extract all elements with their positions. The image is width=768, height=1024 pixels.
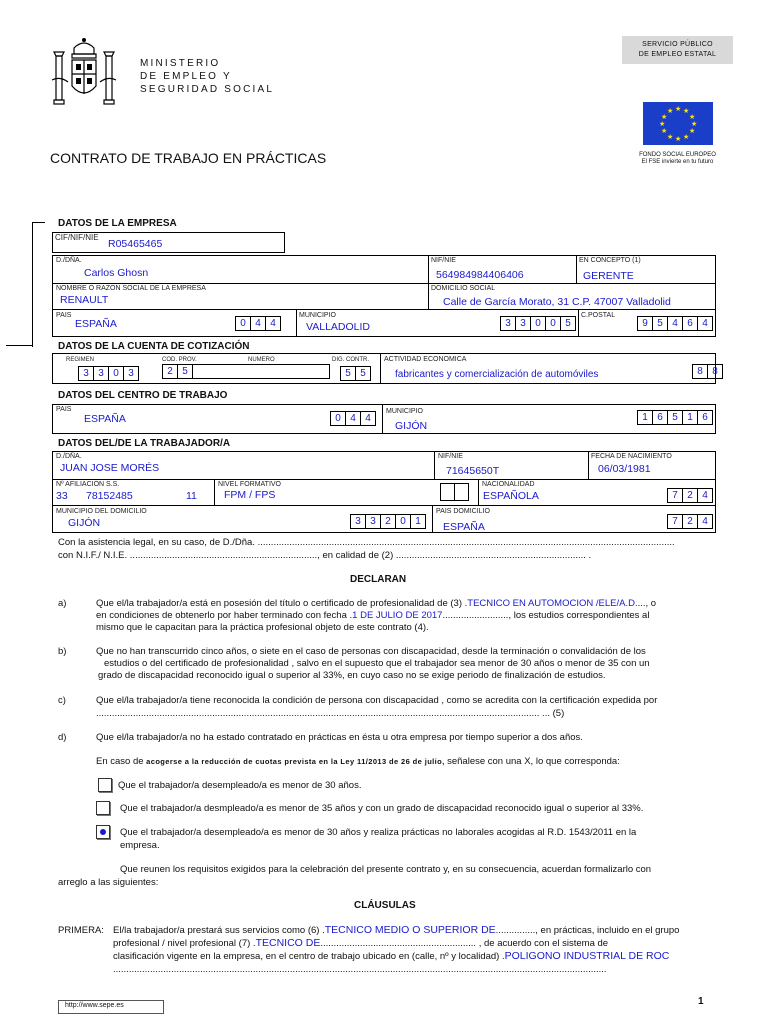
digit-cell: 4 bbox=[697, 488, 713, 503]
empresa-nif-value[interactable]: 564984984406406 bbox=[436, 269, 524, 281]
prov-label: COD. PROV. bbox=[162, 357, 197, 363]
domicilio-value[interactable]: Calle de García Morato, 31 C.P. 47007 Valladolid bbox=[443, 296, 671, 308]
digit-cell: 0 bbox=[108, 366, 124, 381]
clause-d-line-1: Que el/la trabajador/a no ha estado contratado en prácticas en ésta u otra empresa por tiempo superior a dos años. bbox=[96, 732, 583, 743]
digit-cell: 4 bbox=[667, 316, 683, 331]
dig-code[interactable] bbox=[340, 366, 370, 381]
numero-field[interactable] bbox=[190, 364, 330, 379]
centro-pais-value[interactable]: ESPAÑA bbox=[84, 413, 126, 425]
option-3-label-1: Que el trabajador/a desempleado/a es menor de 30 años y realiza prácticas no laborales acogidas al R.D. 1543/2011 en la bbox=[120, 827, 637, 838]
digit-cell: 1 bbox=[637, 410, 653, 425]
sepe-badge: SERVICIO PÚBLICO DE EMPLEO ESTATAL bbox=[622, 36, 733, 64]
mun-domicilio-code[interactable] bbox=[350, 514, 425, 529]
clause-a-line-1: Que el/la trabajador/a está en posesión del título o certificado de profesionalidad de (3) .TECNICO EN AUTOMOCION /ELE/A.D...., o bbox=[96, 598, 657, 609]
actividad-value[interactable]: fabricantes y comercialización de automóviles bbox=[395, 369, 599, 380]
afiliacion-dig[interactable]: 11 bbox=[186, 490, 197, 502]
fecha-terminacion-value[interactable]: 1 DE JULIO DE 2017 bbox=[352, 610, 443, 621]
pais-code[interactable] bbox=[235, 316, 280, 331]
document-title: CONTRATO DE TRABAJO EN PRÁCTICAS bbox=[50, 150, 327, 166]
digit-cell: 1 bbox=[410, 514, 426, 529]
coat-of-arms-logo bbox=[50, 36, 118, 116]
digit-cell: 3 bbox=[350, 514, 366, 529]
empresa-dna-value[interactable]: Carlos Ghosn bbox=[84, 267, 149, 279]
nivel-value[interactable]: FPM / FPS bbox=[224, 489, 276, 501]
municipio-code[interactable] bbox=[500, 316, 575, 331]
trab-nif-label: NIF/NIE bbox=[438, 453, 463, 460]
nacimiento-value[interactable]: 06/03/1981 bbox=[598, 463, 651, 475]
concepto-value[interactable]: GERENTE bbox=[583, 270, 634, 282]
reunen-line-1: Que reunen los requisitos exigidos para la celebración del presente contrato y, en su consecuencia, acuerdan formalizarlo con bbox=[120, 864, 652, 875]
grupo-profesional-value[interactable]: TECNICO DE bbox=[255, 937, 321, 949]
centro-municipio-code[interactable] bbox=[637, 410, 712, 425]
municipio-label: MUNICIPIO bbox=[299, 312, 336, 319]
digit-cell: 6 bbox=[652, 410, 668, 425]
digit-cell: 3 bbox=[365, 514, 381, 529]
empresa-heading: DATOS DE LA EMPRESA bbox=[58, 218, 177, 229]
cotizacion-heading: DATOS DE LA CUENTA DE COTIZACIÓN bbox=[58, 341, 250, 352]
razon-value[interactable]: RENAULT bbox=[60, 294, 109, 306]
primera-label: PRIMERA: bbox=[58, 925, 104, 936]
pais-domicilio-value[interactable]: ESPAÑA bbox=[443, 521, 485, 533]
cif-field[interactable]: CIF/NIF/NIE R05465465 bbox=[52, 232, 285, 253]
clause-b-line-3: grado de discapacidad reconocido igual o superior al 33%, en cuyo caso no se exige periodo de finalización de estudios. bbox=[98, 670, 606, 681]
nivel-label: NIVEL FORMATIVO bbox=[218, 481, 282, 488]
digit-cell: 2 bbox=[682, 514, 698, 529]
digit-cell bbox=[440, 483, 455, 501]
digit-cell: 6 bbox=[682, 316, 698, 331]
afiliacion-prov[interactable]: 33 bbox=[56, 490, 68, 502]
nacionalidad-value[interactable]: ESPAÑOLA bbox=[483, 490, 539, 502]
option-2-label: Que el trabajador/a desmpleado/a es menor de 35 años y con un grado de discapacidad reconocido igual o superior al 33%. bbox=[120, 803, 644, 814]
digit-cell: 3 bbox=[78, 366, 94, 381]
option-2-checkbox[interactable] bbox=[96, 801, 110, 815]
clause-c-line-1: Que el/la trabajador/a tiene reconocida la condición de persona con discapacidad , como se acredita con la certificación expedida por bbox=[96, 695, 658, 706]
digit-cell: 3 bbox=[515, 316, 531, 331]
afiliacion-label: Nº AFILIACIÓN S.S. bbox=[56, 481, 120, 488]
digit-cell: 4 bbox=[265, 316, 281, 331]
digit-cell: 9 bbox=[637, 316, 653, 331]
clause-a-line-2: en condiciones de obtenerlo por haber terminado con fecha .1 DE JULIO DE 2017........................., los estudios correspondientes al bbox=[96, 610, 650, 621]
razon-label: NOMBRE O RAZÓN SOCIAL DE LA EMPRESA bbox=[56, 285, 206, 292]
digit-cell: 4 bbox=[345, 411, 361, 426]
numero-label: NUMERO bbox=[248, 357, 275, 363]
pais-domicilio-code[interactable] bbox=[667, 514, 712, 529]
digit-cell: 4 bbox=[697, 316, 713, 331]
centro-pais-code[interactable] bbox=[330, 411, 375, 426]
cp-label: C.POSTAL bbox=[581, 312, 616, 319]
clausulas-heading: CLÁUSULAS bbox=[354, 900, 416, 911]
trab-nif-value[interactable]: 71645650T bbox=[446, 465, 500, 477]
pais-domicilio-label: PAIS DOMICILIO bbox=[436, 508, 490, 515]
actividad-code[interactable] bbox=[692, 364, 722, 379]
digit-cell: 0 bbox=[330, 411, 346, 426]
section-bracket bbox=[32, 222, 45, 347]
digit-cell: 5 bbox=[177, 364, 193, 379]
servicios-value[interactable]: TECNICO MEDIO O SUPERIOR DE bbox=[324, 924, 496, 936]
clause-c-letter: c) bbox=[58, 695, 66, 706]
pais-value[interactable]: ESPAÑA bbox=[75, 318, 117, 330]
asistencia-line-1: Con la asistencia legal, en su caso, de D./Dña. .............................................................................................................................................................. bbox=[58, 537, 675, 548]
digit-cell: 6 bbox=[697, 410, 713, 425]
option-1-checkbox[interactable] bbox=[98, 778, 112, 792]
ministry-name: MINISTERIO DE EMPLEO Y SEGURIDAD SOCIAL bbox=[140, 58, 275, 95]
clause-a-letter: a) bbox=[58, 598, 67, 609]
mun-domicilio-label: MUNICIPIO DEL DOMICILIO bbox=[56, 508, 147, 515]
clause-b-line-1: Que no han transcurrido cinco años, o siete en el caso de personas con discapacidad, desde la terminación o convalidación de los bbox=[96, 646, 646, 657]
digit-cell: 4 bbox=[697, 514, 713, 529]
concepto-label: EN CONCEPTO (1) bbox=[579, 257, 641, 264]
digit-cell: 2 bbox=[380, 514, 396, 529]
mun-domicilio-value[interactable]: GIJÓN bbox=[68, 517, 101, 529]
clause-d-letter: d) bbox=[58, 732, 67, 743]
regimen-code[interactable] bbox=[78, 366, 138, 381]
digit-cell: 0 bbox=[530, 316, 546, 331]
digit-cell: 3 bbox=[123, 366, 139, 381]
titulo-value[interactable]: TECNICO EN AUTOMOCION /ELE/A.D. bbox=[467, 598, 638, 609]
trab-dna-value[interactable]: JUAN JOSE MORÉS bbox=[60, 462, 160, 474]
digit-cell: 1 bbox=[682, 410, 698, 425]
centro-municipio-value[interactable]: GIJÓN bbox=[395, 420, 428, 432]
digit-cell: 2 bbox=[162, 364, 178, 379]
clause-d-line-2: En caso de acogerse a la reducción de cuotas prevista en la Ley 11/2013 de 26 de julio, señalese con una X, lo que corresponda: bbox=[96, 756, 620, 767]
digit-cell bbox=[454, 483, 469, 501]
centro-heading: DATOS DEL CENTRO DE TRABAJO bbox=[58, 390, 228, 401]
digit-cell: 7 bbox=[667, 514, 683, 529]
nacimiento-label: FECHA DE NACIMIENTO bbox=[591, 453, 672, 460]
digit-cell: 4 bbox=[360, 411, 376, 426]
digit-cell: 4 bbox=[250, 316, 266, 331]
regimen-label: REGIMEN bbox=[66, 357, 95, 363]
digit-cell: 8 bbox=[692, 364, 708, 379]
digit-cell: 0 bbox=[395, 514, 411, 529]
eu-flag-icon: ★ ★ ★ ★ ★ ★ ★ ★ ★ ★ ★ ★ bbox=[643, 102, 713, 145]
nacionalidad-code[interactable] bbox=[667, 488, 712, 503]
section-bracket-foot bbox=[6, 345, 32, 346]
dig-label: DIG. CONTR. bbox=[332, 357, 369, 363]
digit-cell: 0 bbox=[545, 316, 561, 331]
afiliacion-num[interactable]: 78152485 bbox=[86, 490, 133, 502]
primera-line-2: profesional / nivel profesional (7) .TECNICO DE........................................................... , de acuerdo con el sistema de bbox=[113, 937, 609, 949]
digit-cell: 0 bbox=[235, 316, 251, 331]
actividad-label: ACTIVIDAD ECONOMICA bbox=[384, 356, 467, 363]
digit-cell: 5 bbox=[340, 366, 356, 381]
centro-grid bbox=[52, 404, 716, 434]
nacionalidad-label: NACIONALIDAD bbox=[482, 481, 535, 488]
option-1-label: Que el trabajador/a desempleado/a es menor de 30 años. bbox=[118, 780, 362, 791]
nif-label: NIF/NIE bbox=[431, 257, 456, 264]
clause-c-line-2: ........................................................................................................................................................................ ... (5) bbox=[96, 708, 565, 719]
trabajador-heading: DATOS DEL/DE LA TRABAJADOR/A bbox=[58, 438, 231, 449]
clause-a-line-3: mismo que le capacitan para la práctica profesional objeto de este contrato (4). bbox=[96, 622, 429, 633]
domicilio-label: DOMICILIO SOCIAL bbox=[431, 285, 496, 292]
primera-line-1: El/la trabajador/a prestará sus servicios como (6) .TECNICO MEDIO O SUPERIOR DE..............., en prácticas, incluido en el grupo bbox=[113, 924, 680, 936]
digit-cell: 2 bbox=[682, 488, 698, 503]
fse-caption: FONDO SOCIAL EUROPEO El FSE invierte en tu futuro bbox=[639, 152, 716, 165]
trab-dna-label: D./DÑA. bbox=[56, 453, 82, 460]
sexo-boxes[interactable] bbox=[440, 483, 468, 501]
digit-cell: 5 bbox=[652, 316, 668, 331]
digit-cell: 7 bbox=[667, 488, 683, 503]
clause-b-line-2: estudios o del certificado de profesionalidad , salvo en el supuesto que el trabajador sea menor de 30 años o menor de 35 con un bbox=[104, 658, 650, 669]
digit-cell: 5 bbox=[667, 410, 683, 425]
page-number: 1 bbox=[698, 996, 704, 1007]
option-3-label-2: empresa. bbox=[120, 840, 160, 851]
centro-municipio-label: MUNICIPIO bbox=[386, 408, 423, 415]
footer-url-box[interactable] bbox=[58, 1000, 164, 1014]
footer-url: http://www.sepe.es bbox=[65, 1002, 124, 1009]
declaran-heading: DECLARAN bbox=[350, 574, 407, 585]
asistencia-line-2: con N.I.F./ N.I.E. ......................................................................., en calidad de (2) ........................................................................ . bbox=[58, 550, 592, 561]
option-3-checkbox[interactable] bbox=[96, 825, 110, 839]
clause-b-letter: b) bbox=[58, 646, 67, 657]
pais-label: PAIS bbox=[56, 312, 72, 319]
digit-cell: 8 bbox=[707, 364, 723, 379]
centro-trabajo-value[interactable]: POLIGONO INDUSTRIAL DE ROC bbox=[504, 951, 670, 962]
municipio-value[interactable]: VALLADOLID bbox=[306, 321, 370, 333]
prov-code[interactable] bbox=[162, 364, 192, 379]
digit-cell: 3 bbox=[500, 316, 516, 331]
centro-pais-label: PAIS bbox=[56, 406, 72, 413]
reunen-line-2: arreglo a las siguientes: bbox=[58, 877, 159, 888]
digit-cell: 5 bbox=[560, 316, 576, 331]
digit-cell: 3 bbox=[93, 366, 109, 381]
digit-cell: 5 bbox=[355, 366, 371, 381]
cp-code[interactable] bbox=[637, 316, 712, 331]
primera-line-4: ........................................................................................................................................................................................... bbox=[113, 964, 607, 975]
primera-line-3: clasificación vigente en la empresa, en el centro de trabajo ubicado en (calle, nº y localidad) .POLIGONO INDUSTRIAL DE ROC bbox=[113, 951, 670, 962]
dna-label: D./DÑA. bbox=[56, 257, 82, 264]
